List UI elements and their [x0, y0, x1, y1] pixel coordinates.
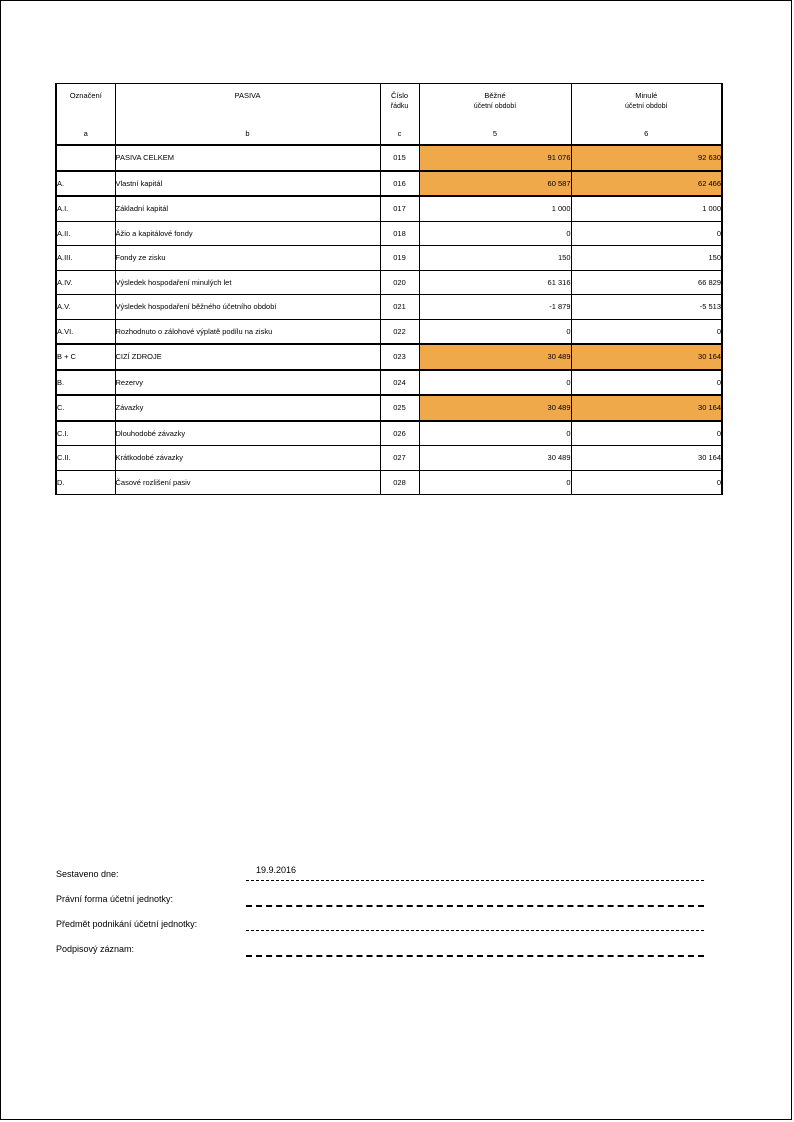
row-label-cell: Rezervy: [115, 370, 380, 396]
table-row: [56, 196, 722, 221]
row-previous-period-value: 62 466: [571, 171, 722, 197]
row-mark-cell: A.II.: [56, 221, 115, 246]
row-previous-period-value: 92 630: [571, 145, 722, 171]
row-current-period-value: 30 489: [419, 395, 571, 421]
document-footer: [56, 863, 716, 963]
table-body: [56, 145, 722, 495]
row-mark-cell: C.: [56, 395, 115, 421]
row-previous-period-value: 66 829: [571, 270, 722, 295]
row-label-cell: Závazky: [115, 395, 380, 421]
row-mark-cell: A.I.: [56, 196, 115, 221]
row-line-number-cell: 015: [380, 145, 419, 171]
header-label-bezne-main: Běžné: [484, 91, 506, 100]
header-letter-6: 6: [644, 129, 649, 138]
row-current-period-value: 0: [419, 221, 571, 246]
header-label-radku: řádku: [390, 103, 409, 110]
row-line-number-cell: 025: [380, 395, 419, 421]
row-mark-cell: A.: [56, 171, 115, 197]
row-current-period-value: 30 489: [419, 344, 571, 370]
row-line-number-cell: 028: [380, 470, 419, 495]
row-previous-period-value: 150: [571, 246, 722, 271]
row-line-number-cell: 027: [380, 446, 419, 471]
footer-dashed-line: [246, 930, 704, 931]
table-row: [56, 295, 722, 320]
footer-dashed-line: [246, 880, 704, 881]
row-current-period-value: 150: [419, 246, 571, 271]
row-label-cell: Výsledek hospodaření běžného účetního období: [115, 295, 380, 320]
row-line-number-cell: 018: [380, 221, 419, 246]
header-cell-minule-obdobi: [571, 84, 722, 146]
row-current-period-value: 30 489: [419, 446, 571, 471]
row-label-cell: Krátkodobé závazky: [115, 446, 380, 471]
row-line-number-cell: 020: [380, 270, 419, 295]
header-letter-c: c: [397, 129, 402, 138]
row-label-cell: Vlastní kapitál: [115, 171, 380, 197]
row-label-cell: Základní kapitál: [115, 196, 380, 221]
row-mark-cell: A.VI.: [56, 319, 115, 344]
header-label-bezne: [420, 90, 571, 112]
row-current-period-value: 0: [419, 319, 571, 344]
table-row: [56, 270, 722, 295]
balance-sheet-liabilities-table: [55, 83, 723, 495]
row-previous-period-value: 0: [571, 470, 722, 495]
header-label-cislo: Číslo: [390, 91, 409, 100]
row-current-period-value: 91 076: [419, 145, 571, 171]
table-row: [56, 145, 722, 171]
row-line-number-cell: 024: [380, 370, 419, 396]
row-mark-cell: A.III.: [56, 246, 115, 271]
row-mark-cell: [56, 145, 115, 171]
table-row: [56, 221, 722, 246]
row-mark-cell: A.V.: [56, 295, 115, 320]
footer-label: Sestaveno dne:: [56, 869, 119, 879]
footer-row: [56, 938, 716, 963]
row-line-number-cell: 022: [380, 319, 419, 344]
footer-label: Právní forma účetní jednotky:: [56, 894, 174, 904]
row-line-number-cell: 019: [380, 246, 419, 271]
header-label-minule-main: Minulé: [635, 91, 658, 100]
footer-label: Předmět podnikání účetní jednotky:: [56, 919, 198, 929]
row-label-cell: Dlouhodobé závazky: [115, 421, 380, 446]
row-current-period-value: 61 316: [419, 270, 571, 295]
footer-row: [56, 913, 716, 938]
row-label-cell: Fondy ze zisku: [115, 246, 380, 271]
row-line-number-cell: 016: [380, 171, 419, 197]
row-label-cell: Časové rozlišení pasiv: [115, 470, 380, 495]
header-letter-b: b: [245, 129, 250, 138]
header-letter-5: 5: [492, 129, 498, 138]
header-label-minule: [572, 90, 722, 112]
table-row: [56, 470, 722, 495]
row-line-number-cell: 017: [380, 196, 419, 221]
row-line-number-cell: 026: [380, 421, 419, 446]
row-previous-period-value: 30 164: [571, 395, 722, 421]
row-label-cell: Rozhodnuto o zálohové výplatě podílu na zisku: [115, 319, 380, 344]
table-header: [56, 84, 722, 146]
header-label-minule-sub: účetní období: [625, 103, 668, 110]
row-current-period-value: 0: [419, 470, 571, 495]
row-mark-cell: B + C: [56, 344, 115, 370]
header-cell-cislo-radku: [380, 84, 419, 146]
row-line-number-cell: 023: [380, 344, 419, 370]
row-mark-cell: C.II.: [56, 446, 115, 471]
header-label-bezne-sub: účetní období: [473, 103, 517, 110]
header-label-cislo-radku: [381, 90, 419, 112]
table-row: [56, 446, 722, 471]
row-current-period-value: -1 879: [419, 295, 571, 320]
row-previous-period-value: 0: [571, 370, 722, 396]
row-label-cell: Ážio a kapitálové fondy: [115, 221, 380, 246]
row-mark-cell: C.I.: [56, 421, 115, 446]
row-previous-period-value: 30 164: [571, 446, 722, 471]
footer-dashed-line: [246, 955, 704, 957]
header-row: [56, 84, 722, 146]
row-label-cell: Výsledek hospodaření minulých let: [115, 270, 380, 295]
footer-label: Podpisový záznam:: [56, 944, 135, 954]
header-label-oznaceni: Označení: [69, 91, 102, 100]
row-mark-cell: B.: [56, 370, 115, 396]
row-current-period-value: 0: [419, 370, 571, 396]
table-row: [56, 319, 722, 344]
row-current-period-value: 0: [419, 421, 571, 446]
header-cell-pasiva: [115, 84, 380, 146]
row-previous-period-value: -5 513: [571, 295, 722, 320]
footer-row: [56, 888, 716, 913]
row-current-period-value: 60 587: [419, 171, 571, 197]
header-letter-a: a: [83, 129, 88, 138]
table-row: [56, 171, 722, 197]
table-row: [56, 421, 722, 446]
row-previous-period-value: 0: [571, 319, 722, 344]
row-label-cell: CIZÍ ZDROJE: [115, 344, 380, 370]
row-previous-period-value: 0: [571, 221, 722, 246]
footer-value[interactable]: 19.9.2016: [256, 865, 297, 875]
row-mark-cell: D.: [56, 470, 115, 495]
row-previous-period-value: 30 164: [571, 344, 722, 370]
table-row: [56, 370, 722, 396]
row-previous-period-value: 0: [571, 421, 722, 446]
header-cell-oznaceni: [56, 84, 115, 146]
header-label-pasiva: PASIVA: [234, 91, 261, 100]
header-cell-bezne-obdobi: [419, 84, 571, 146]
footer-row: [56, 863, 716, 888]
row-label-cell: PASIVA CELKEM: [115, 145, 380, 171]
table-row: [56, 344, 722, 370]
row-line-number-cell: 021: [380, 295, 419, 320]
table-row: [56, 395, 722, 421]
footer-dashed-line: [246, 905, 704, 907]
row-previous-period-value: 1 000: [571, 196, 722, 221]
row-mark-cell: A.IV.: [56, 270, 115, 295]
table-row: [56, 246, 722, 271]
row-current-period-value: 1 000: [419, 196, 571, 221]
